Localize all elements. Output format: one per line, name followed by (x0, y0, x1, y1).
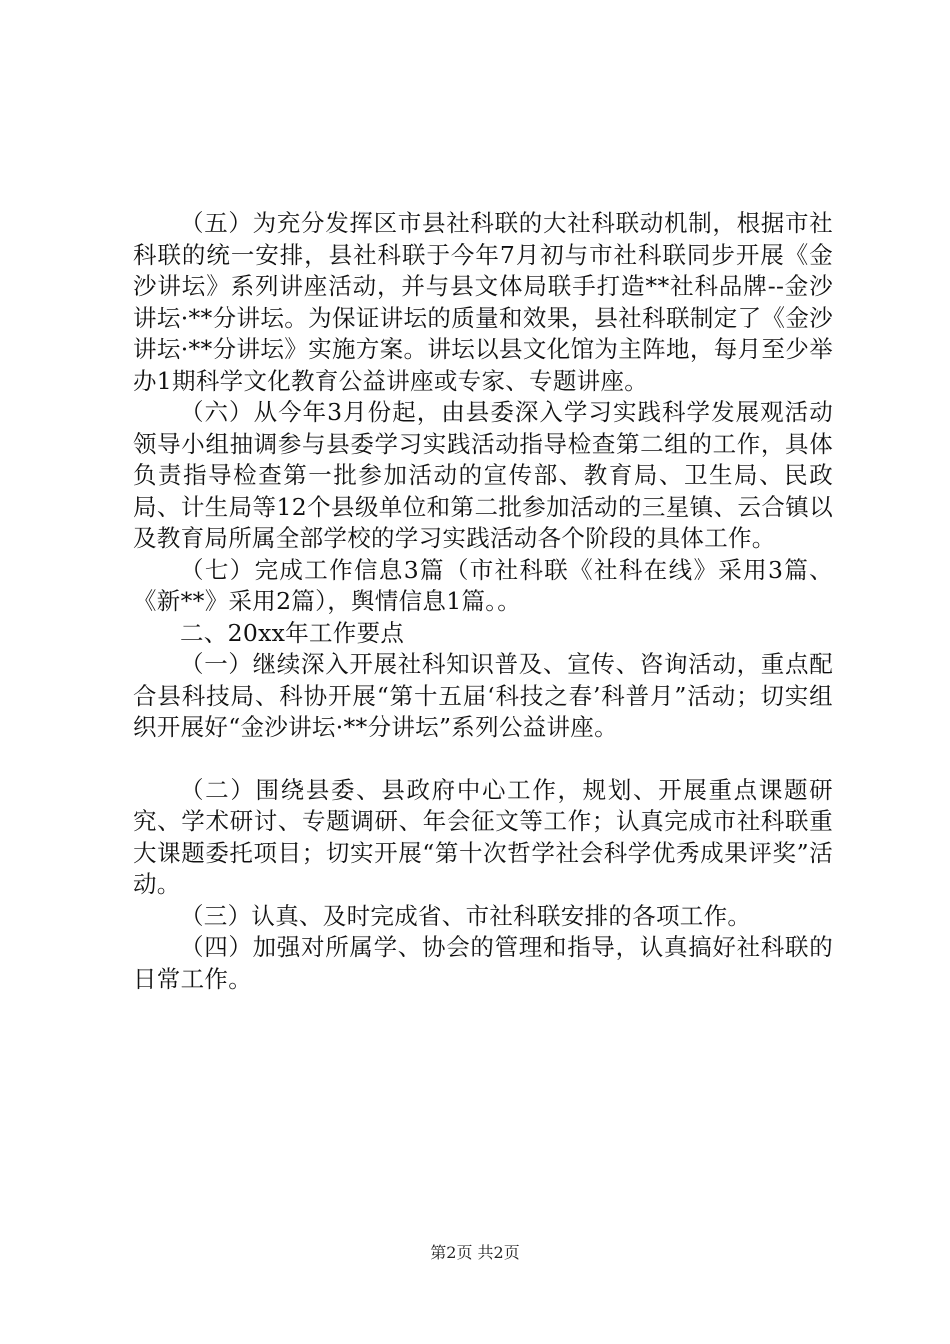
paragraph-plan-2: （二）围绕县委、县政府中心工作，规划、开展重点课题研究、学术研讨、专题调研、年会征文等工作；认真完成市社科联重大课题委托项目；切实开展“第十次哲学社会科学优秀成果评奖”活动。 (133, 775, 833, 898)
paragraph-6: （六）从今年3月份起，由县委深入学习实践科学发展观活动领导小组抽调参与县委学习实践活动指导检查第二组的工作，具体负责指导检查第一批参加活动的宣传部、教育局、卫生局、民政局、计生局等12个县级单位和第二批参加活动的三星镇、云合镇以及教育局所属全部学校的学习实践活动各个阶段的具体工作。 (133, 398, 833, 552)
paragraph-plan-3: （三）认真、及时完成省、市社科联安排的各项工作。 (180, 901, 752, 930)
page-number-footer: 第2页 共2页 (430, 1243, 520, 1262)
paragraph-plan-1: （一）继续深入开展社科知识普及、宣传、咨询活动，重点配合县科技局、科协开展“第十五届‘科技之春’科普月”活动；切实组织开展好“金沙讲坛·**分讲坛”系列公益讲座。 (133, 650, 833, 741)
paragraph-plan-4: （四）加强对所属学、协会的管理和指导，认真搞好社科联的日常工作。 (133, 933, 833, 993)
section-heading-2: 二、20xx年工作要点 (180, 618, 405, 647)
paragraph-7: （七）完成工作信息3篇（市社科联《社科在线》采用3篇、《新**》采用2篇），舆情信息1篇。。 (133, 555, 833, 615)
document-body (133, 208, 833, 995)
paragraph-5: （五）为充分发挥区市县社科联的大社科联动机制，根据市社科联的统一安排，县社科联于今年7月初与市社科联同步开展《金沙讲坛》系列讲座活动，并与县文体局联手打造**社科品牌--金沙讲坛·**分讲坛。为保证讲坛的质量和效果，县社科联制定了《金沙讲坛·**分讲坛》实施方案。讲坛以县文化馆为主阵地，每月至少举办1期科学文化教育公益讲座或专家、专题讲座。 (133, 209, 833, 395)
